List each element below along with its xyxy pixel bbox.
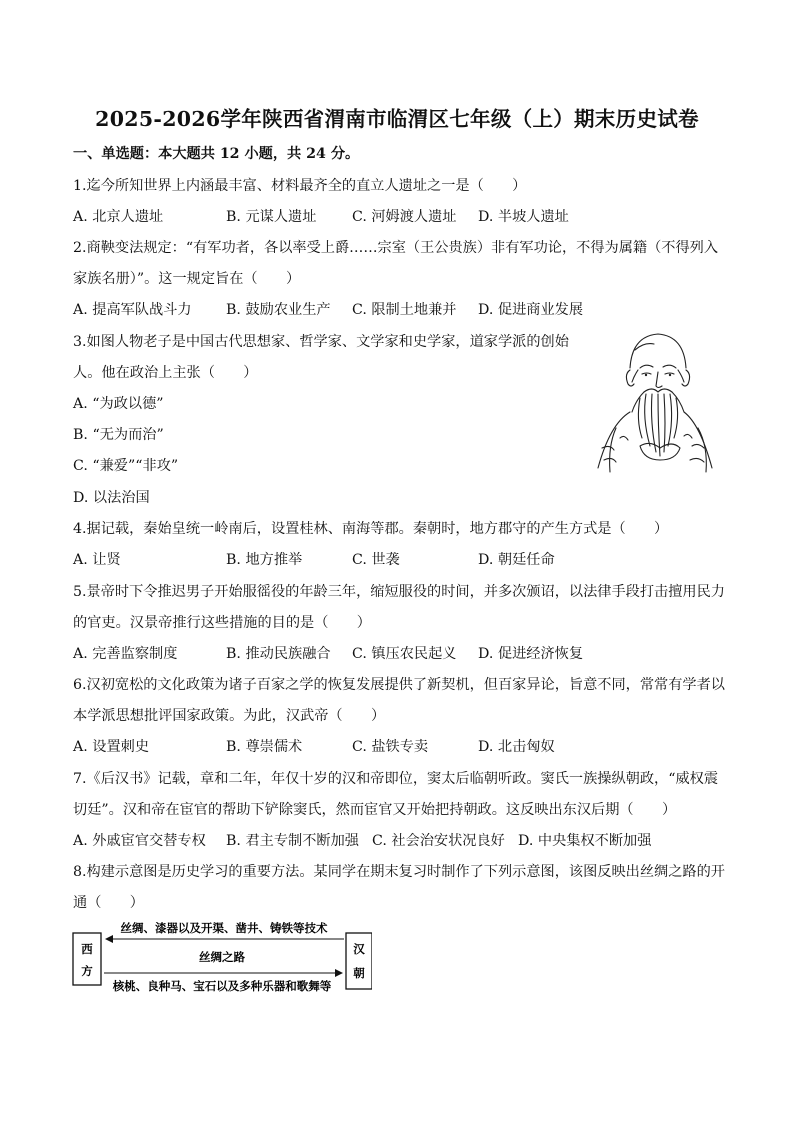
q2-option-c: C. 限制土地兼并 <box>352 302 457 318</box>
q7-option-c: C. 社会治安状况良好 <box>372 833 505 849</box>
question-1: 1.迄今所知世界上内涵最丰富、材料最齐全的直立人遗址之一是（ ） <box>73 178 527 194</box>
question-6-line-2: 本学派思想批评国家政策。为此，汉武帝（ ） <box>73 708 386 724</box>
q2-option-d: D. 促进商业发展 <box>478 302 584 318</box>
section-heading: 一、单选题：本大题共 12 小题，共 24 分。 <box>73 146 360 162</box>
q1-option-b: B. 元谋人遗址 <box>226 209 317 225</box>
silk-road-label: 丝绸之路 <box>199 950 245 964</box>
han-box-char-1: 汉 <box>353 942 365 956</box>
silk-road-diagram <box>72 917 372 993</box>
laozi-portrait-image <box>580 328 720 474</box>
q2-option-a: A. 提高军队战斗力 <box>73 302 192 318</box>
question-5-line-2: 的官吏。汉景帝推行这些措施的目的是（ ） <box>73 615 371 631</box>
question-7-line-2: 切廷”。汉和帝在宦官的帮助下铲除窦氏，然而宦官又开始把持朝政。这反映出东汉后期（ ） <box>73 802 677 818</box>
question-3-line-2: 人。他在政治上主张（ ） <box>73 365 258 381</box>
question-2-line-1: 2.商鞅变法规定：“有军功者，各以率受上爵……宗室（王公贵族）非有军功论，不得为属籍（不得列入 <box>73 240 719 256</box>
q3-option-d: D. 以法治国 <box>73 490 150 506</box>
q1-option-c: C. 河姆渡人遗址 <box>352 209 457 225</box>
west-box-char-1: 西 <box>81 942 93 956</box>
west-box-char-2: 方 <box>81 964 93 978</box>
question-8-line-2: 通（ ） <box>73 895 144 911</box>
q7-option-b: B. 君主专制不断加强 <box>226 833 359 849</box>
question-3-line-1: 3.如图人物老子是中国古代思想家、哲学家、文学家和史学家，道家学派的创始 <box>73 334 569 350</box>
q3-option-b: B. “无为而治” <box>73 427 164 443</box>
q5-option-b: B. 推动民族融合 <box>226 646 331 662</box>
q6-option-a: A. 设置刺史 <box>73 739 150 755</box>
q3-option-a: A. “为政以德” <box>73 396 164 412</box>
q6-option-c: C. 盐铁专卖 <box>352 739 429 755</box>
q6-option-d: D. 北击匈奴 <box>478 739 555 755</box>
exports-to-west-text: 丝绸、漆器以及开渠、凿井、铸铁等技术 <box>120 921 328 935</box>
q2-option-b: B. 鼓励农业生产 <box>226 302 331 318</box>
q5-option-a: A. 完善监察制度 <box>73 646 178 662</box>
question-7-line-1: 7.《后汉书》记载，章和二年，年仅十岁的汉和帝即位，窦太后临朝听政。窦氏一族操纵朝政，“威权震 <box>73 771 719 787</box>
q7-option-a: A. 外戚宦官交替专权 <box>73 833 206 849</box>
q4-option-a: A. 让贤 <box>73 552 121 568</box>
q7-option-d: D. 中央集权不断加强 <box>518 833 652 849</box>
question-8-line-1: 8.构建示意图是历史学习的重要方法。某同学在期末复习时制作了下列示意图，该图反映出丝绸之路的开 <box>73 864 725 880</box>
q5-option-c: C. 镇压农民起义 <box>352 646 457 662</box>
q1-option-a: A. 北京人遗址 <box>73 209 164 225</box>
imports-to-han-text: 核桃、良种马、宝石以及多种乐器和歌舞等 <box>112 979 332 993</box>
question-6-line-1: 6.汉初宽松的文化政策为诸子百家之学的恢复发展提供了新契机，但百家异论，旨意不同，常常有学者以 <box>73 677 725 693</box>
q5-option-d: D. 促进经济恢复 <box>478 646 584 662</box>
han-box-char-2: 朝 <box>353 966 365 980</box>
q4-option-d: D. 朝廷任命 <box>478 552 555 568</box>
q6-option-b: B. 尊崇儒术 <box>226 739 303 755</box>
question-2-line-2: 家族名册）”。这一规定旨在（ ） <box>73 271 301 287</box>
q3-option-c: C. “兼爱”“非攻” <box>73 458 179 474</box>
question-5-line-1: 5.景帝时下令推迟男子开始服徭役的年龄三年，缩短服役的时间，并多次颁诏，以法律手段打击擅用民力 <box>73 584 725 600</box>
page-title: 2025-2026学年陕西省渭南市临渭区七年级（上）期末历史试卷 <box>95 107 699 131</box>
q1-option-d: D. 半坡人遗址 <box>478 209 569 225</box>
q4-option-b: B. 地方推举 <box>226 552 303 568</box>
q4-option-c: C. 世袭 <box>352 552 400 568</box>
question-4: 4.据记载，秦始皇统一岭南后，设置桂林、南海等郡。秦朝时，地方郡守的产生方式是（ ） <box>73 521 669 537</box>
